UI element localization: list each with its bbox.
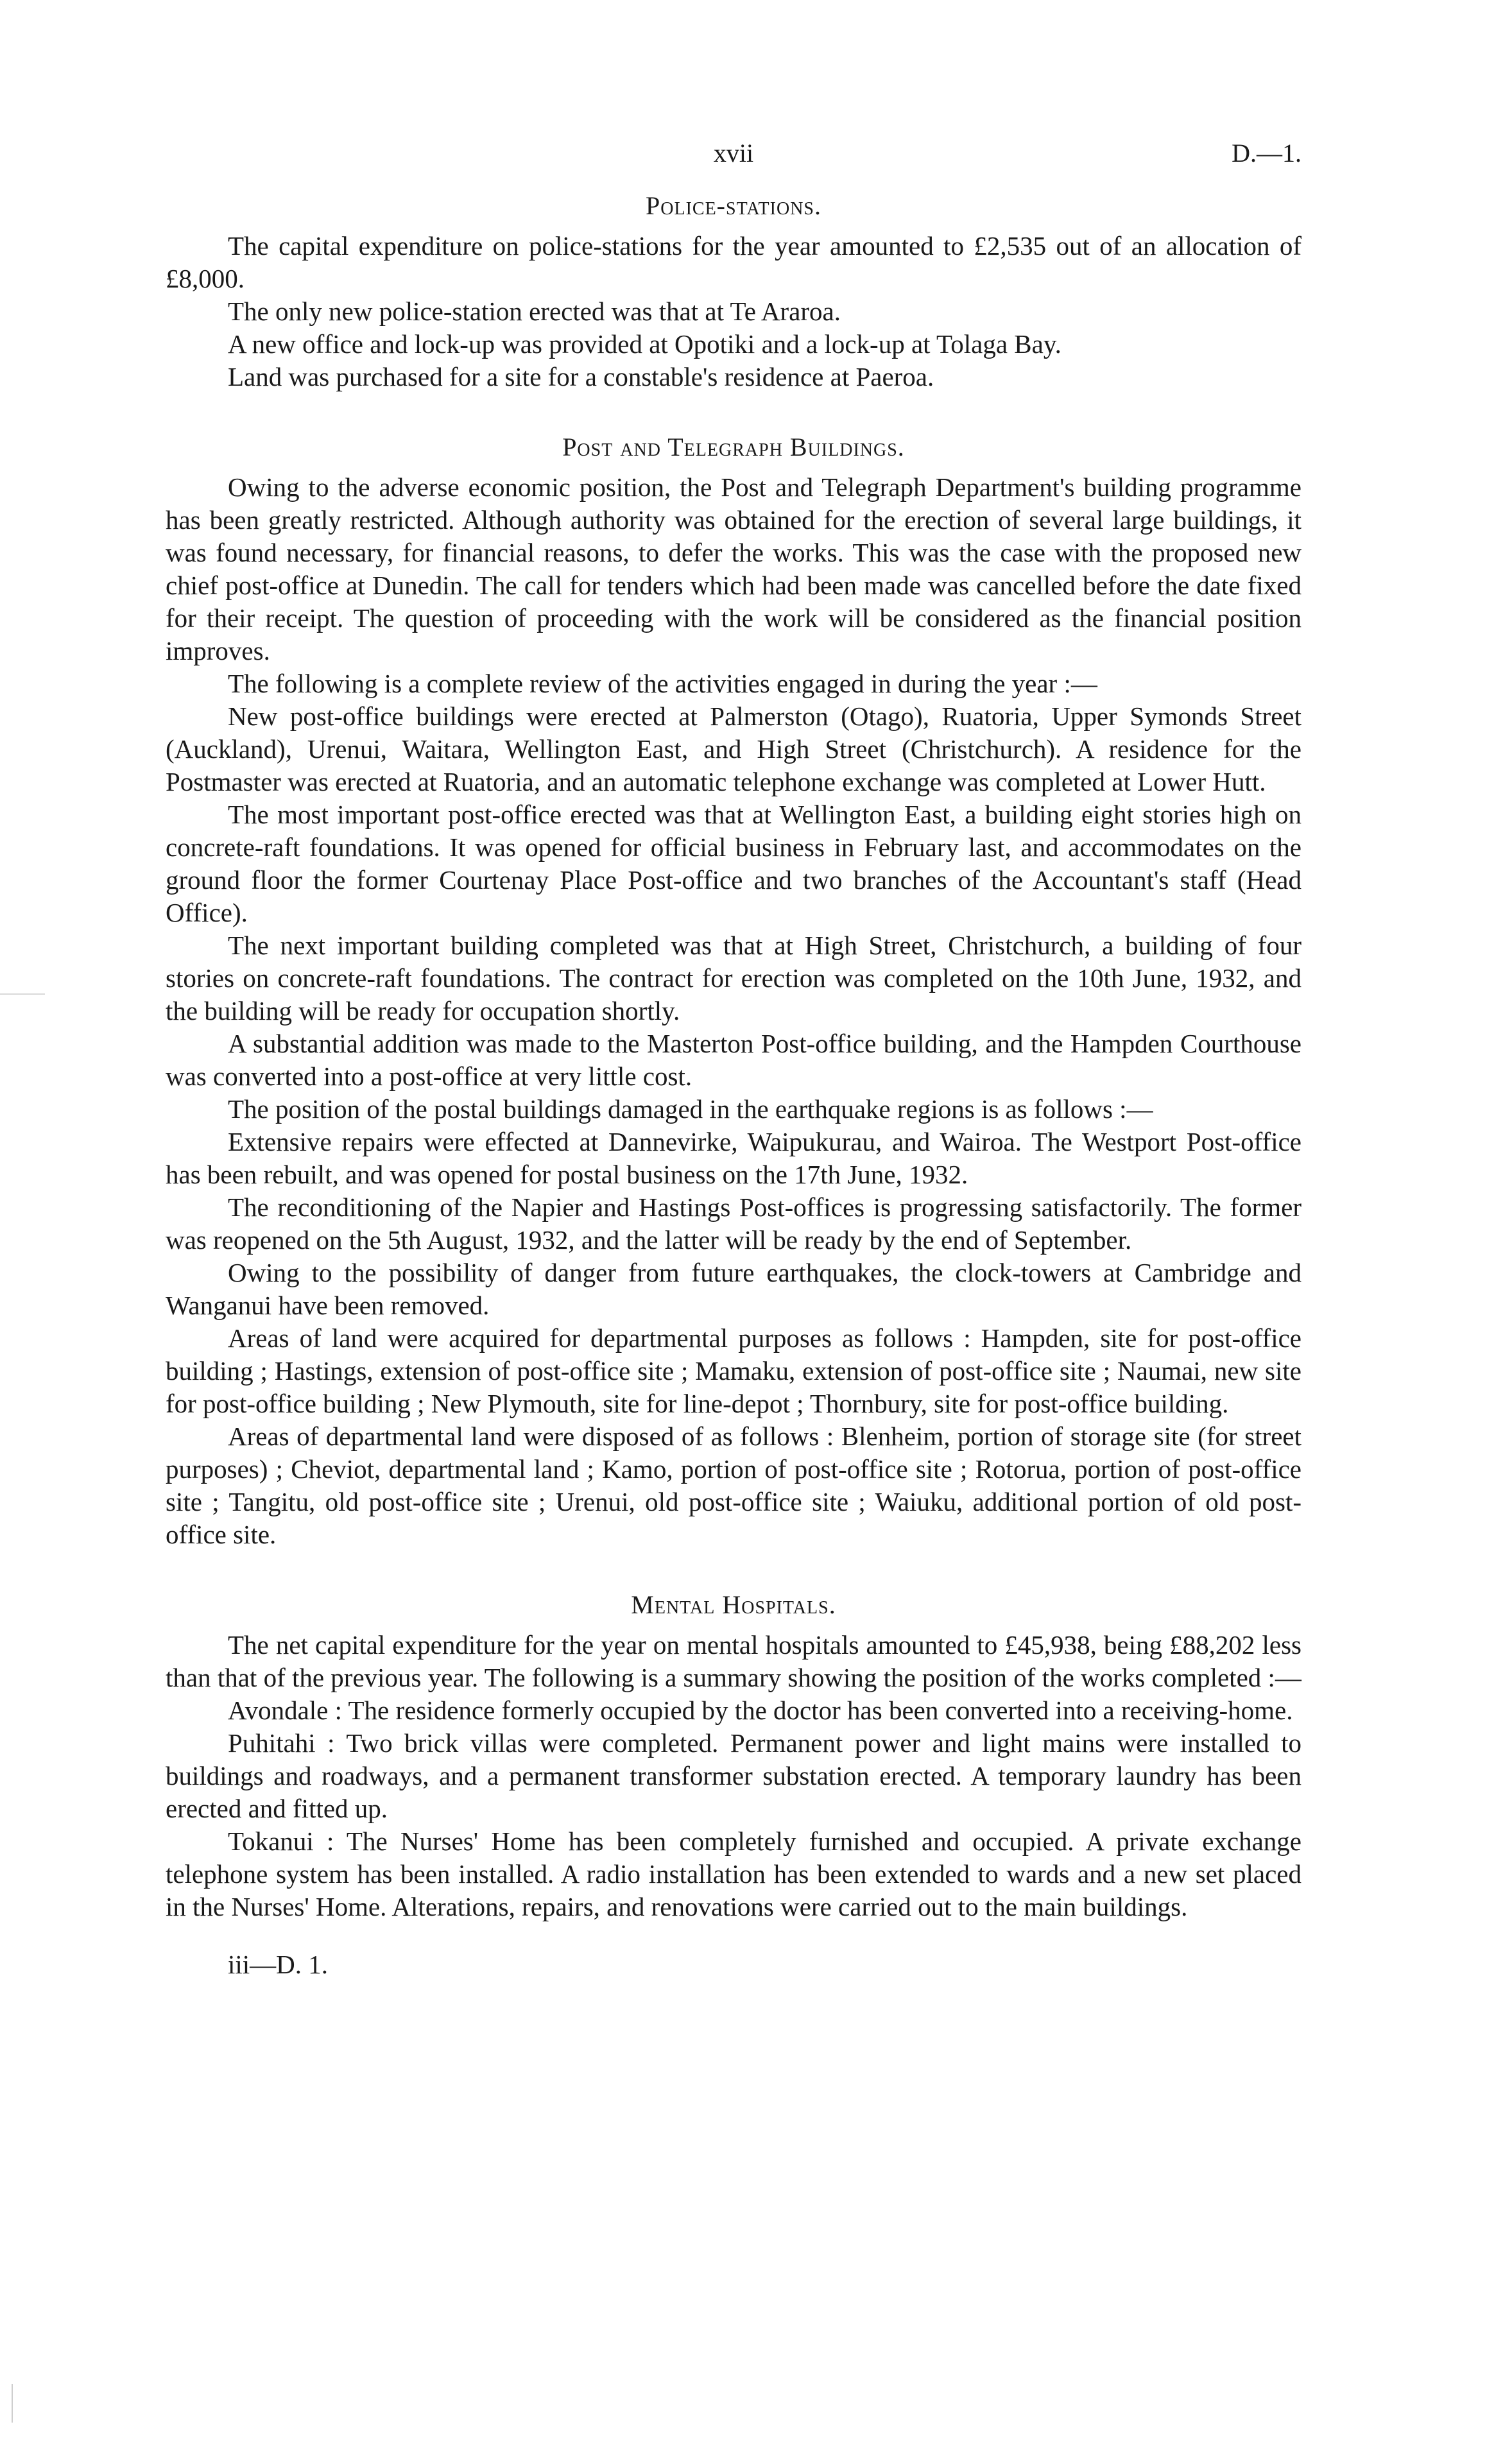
paragraph: The most important post-office erected was that at Wellington East, a building eight stories high on concrete-raft foundations. It was opened for official business in February last, and accommodates on the ground floor the former Courtenay Place Post-office and two branches of the Accountant's staff (Head Office). xyxy=(166,800,1302,927)
paragraph: The only new police-station erected was that at Te Araroa. xyxy=(228,296,841,326)
corner-mark xyxy=(12,2384,13,2423)
paragraph: The following is a complete review of the activities engaged in during the year :— xyxy=(228,669,1097,698)
paragraph: Land was purchased for a site for a constable's residence at Paeroa. xyxy=(228,362,934,391)
paragraph: Avondale : The residence formerly occupied by the doctor has been converted into a receiving-home. xyxy=(228,1695,1293,1725)
paragraph: The position of the postal buildings damaged in the earthquake regions is as follows :— xyxy=(228,1094,1153,1124)
margin-rule xyxy=(0,993,45,995)
paragraph: New post-office buildings were erected at Palmerston (Otago), Ruatoria, Upper Symonds Street (Auckland), Urenui, Waitara, Wellington East, and High Street (Christchurch). A residence for the Postmaster was erected at Ruatoria, and an automatic telephone exchange was completed at Lower Hutt. xyxy=(166,701,1302,796)
printer-signature: iii—D. 1. xyxy=(228,1950,329,1979)
paragraph: The net capital expenditure for the year on mental hospitals amounted to £45,938, being £88,202 less than that of the previous year. The following is a summary showing the position of the works completed :— xyxy=(166,1630,1302,1692)
paragraph: Puhitahi : Two brick villas were completed. Permanent power and light mains were installed to buildings and roadways, and a permanent transformer substation erected. A temporary laundry has been erected and fitted up. xyxy=(166,1728,1302,1823)
paragraph: Areas of departmental land were disposed of as follows : Blenheim, portion of storage site (for street purposes) ; Cheviot, departmental land ; Kamo, portion of post-office site ; Rotorua, portion of post-office site ; Tangitu, old post-office site ; Urenui, old post-office site ; Waiuku, additional portion of old post-office site. xyxy=(166,1421,1302,1549)
page-header xyxy=(166,138,1302,176)
section-post-and-telegraph-buildings xyxy=(166,432,1302,1551)
paragraph: Owing to the possibility of danger from future earthquakes, the clock-towers at Cambridge and Wanganui have been removed. xyxy=(166,1258,1302,1320)
paragraph: The capital expenditure on police-stations for the year amounted to £2,535 out of an allocation of £8,000. xyxy=(166,231,1302,293)
paragraph: A new office and lock-up was provided at Opotiki and a lock-up at Tolaga Bay. xyxy=(228,329,1061,359)
section-heading: Police-stations. xyxy=(646,191,821,220)
section-mental-hospitals xyxy=(166,1590,1302,1923)
section-police-stations xyxy=(166,191,1302,393)
paragraph: Areas of land were acquired for departmental purposes as follows : Hampden, site for post-office building ; Hastings, extension of post-office site ; Mamaku, extension of post-office site ; Naumai, new site for post-office building ; New Plymouth, site for line-depot ; Thornbury, site for post-office building. xyxy=(166,1323,1302,1418)
paragraph: Tokanui : The Nurses' Home has been completely furnished and occupied. A private exchange telephone system has been installed. A radio installation has been extended to wards and a new set placed in the Nurses' Home. Alterations, repairs, and renovations were carried out to the main buildings. xyxy=(166,1826,1302,1921)
paragraph: Extensive repairs were effected at Dannevirke, Waipukurau, and Wairoa. The Westport Post-office has been rebuilt, and was opened for postal business on the 17th June, 1932. xyxy=(166,1127,1302,1189)
paragraph: The reconditioning of the Napier and Hastings Post-offices is progressing satisfactorily. The former was reopened on the 5th August, 1932, and the latter will be ready by the end of September. xyxy=(166,1192,1302,1255)
paragraph: Owing to the adverse economic position, the Post and Telegraph Department's building programme has been greatly restricted. Although authority was obtained for the erection of several large buildings, it was found necessary, for financial reasons, to defer the works. This was the case with the proposed new chief post-office at Dunedin. The call for tenders which had been made was cancelled before the date fixed for their receipt. The question of proceeding with the work will be considered as the financial position improves. xyxy=(166,472,1302,665)
section-heading: Post and Telegraph Buildings. xyxy=(562,433,905,461)
paragraph: A substantial addition was made to the Masterton Post-office building, and the Hampden Courthouse was converted into a post-office at very little cost. xyxy=(166,1029,1302,1091)
document-page xyxy=(166,138,1302,1980)
section-heading: Mental Hospitals. xyxy=(631,1590,836,1619)
document-reference: D.—1. xyxy=(1232,139,1302,167)
paragraph: The next important building completed was that at High Street, Christchurch, a building of four stories on concrete-raft foundations. The contract for erection was completed on the 10th June, 1932, and the building will be ready for occupation shortly. xyxy=(166,931,1302,1026)
page-number: xvii xyxy=(713,139,754,167)
